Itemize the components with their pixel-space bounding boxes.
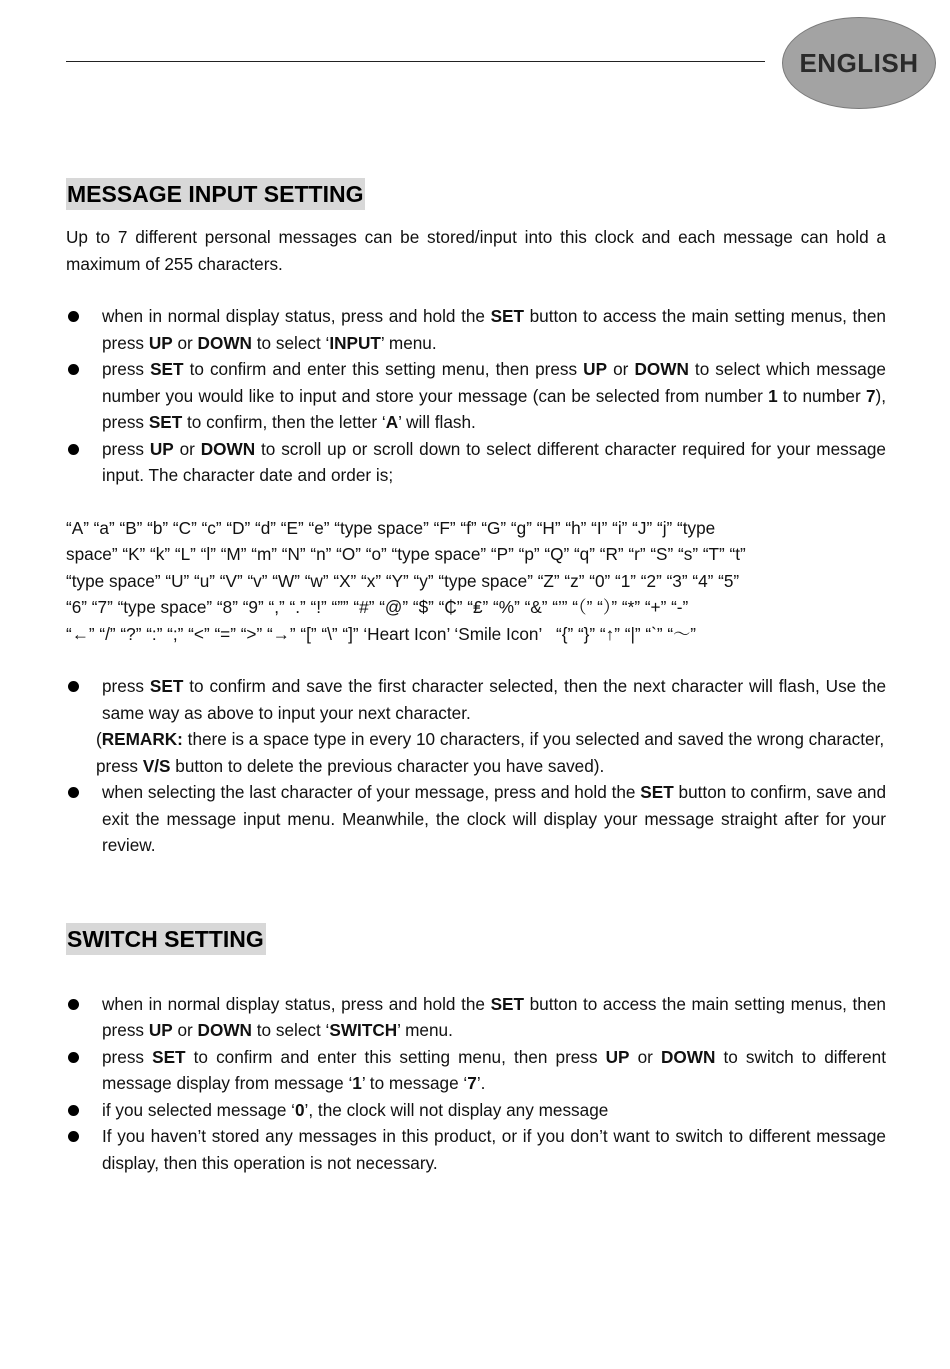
list-item	[66, 991, 886, 1044]
key-label: SET	[490, 993, 525, 1014]
key-label: SET	[640, 782, 674, 802]
remark-text: (	[96, 729, 102, 749]
key-label: UP	[148, 1020, 173, 1040]
character-line: space” “K” “k” “L” “l” “M” “m” “N” “n” “O” “o” “type space” “P” “p” “Q” “q” “R” “r” “S” “s” “T” “t”	[66, 544, 746, 564]
key-label: SET	[148, 412, 183, 432]
bullet-icon	[68, 1052, 79, 1063]
number-label: 1	[352, 1073, 362, 1093]
step-text: to number	[777, 385, 866, 406]
message-finish-steps	[66, 779, 886, 859]
intro-paragraph: Up to 7 different personal messages can be stored/input into this clock and each message can hold a maximum of 255 characters.	[66, 227, 886, 274]
message-input-steps	[66, 303, 886, 489]
key-label: UP	[148, 332, 173, 353]
message-save-steps	[66, 673, 886, 726]
step-text: press	[102, 359, 151, 379]
step-text: button to access the main setting menus, then press	[102, 993, 886, 1040]
bullet-icon	[68, 311, 79, 322]
remark-text: button to delete the previous character you have saved).	[170, 755, 605, 776]
key-label: DOWN	[197, 332, 252, 353]
step-text: press	[102, 438, 150, 459]
manual-content	[66, 178, 886, 1176]
step-text: ’ menu.	[397, 1020, 453, 1040]
key-label: DOWN	[200, 438, 256, 459]
character-line: “type space” “U” “u” “V” “v” “W” “w” “X” “x” “Y” “y” “type space” “Z” “z” “0” “1” “2” “3” “4” “5”	[66, 570, 740, 591]
header-rule	[66, 61, 765, 62]
step-text: press	[102, 1046, 153, 1067]
list-item	[66, 356, 886, 436]
character-line: “6” “7” “type space” “8” “9” “,” “.” “!” “”” “#” “@” “$” “₵” “₤” “%” “&” “’” “（” “）” “*” “+” “-”	[66, 597, 689, 617]
remark-text: there is a space type in every 10 characters, if you selected and saved the wrong character, press	[96, 729, 885, 776]
step-text: when in normal display status, press and hold the	[102, 306, 491, 326]
key-label: UP	[149, 438, 174, 459]
step-text: ’ menu.	[380, 332, 437, 353]
section-switch-heading-wrap	[66, 923, 886, 955]
step-text: button to confirm, save and exit the message input menu. Meanwhile, the clock will display your message straight after for your review.	[102, 782, 886, 855]
step-text: ’.	[476, 1073, 486, 1093]
bullet-icon	[68, 681, 79, 692]
bullet-icon	[68, 364, 79, 375]
key-label: DOWN	[661, 1046, 716, 1067]
number-label: 1	[768, 385, 778, 406]
key-label: UP	[583, 359, 608, 379]
step-text: if you selected message ‘	[102, 1099, 295, 1120]
step-text: or	[629, 1046, 661, 1067]
step-text: If you haven’t stored any messages in this product, or if you don’t want to switch to different message display, then this operation is not necessary.	[102, 1126, 886, 1173]
list-item	[66, 1097, 886, 1124]
list-item	[66, 436, 886, 489]
character-line: “A” “a” “B” “b” “C” “c” “D” “d” “E” “e” “type space” “F” “f” “G” “g” “H” “h” “I” “i” “J” “j” “type	[66, 517, 716, 538]
step-text: to select ‘	[251, 1020, 330, 1040]
section-heading-message-input: MESSAGE INPUT SETTING	[66, 178, 365, 210]
key-label: SET	[490, 306, 525, 326]
list-item	[66, 673, 886, 726]
step-text: to confirm and enter this setting menu, then press	[183, 359, 584, 379]
list-item	[66, 303, 886, 356]
language-badge-label: ENGLISH	[799, 47, 919, 78]
character-line: “←” “/” “?” “:” “;” “<” “=” “>” “→” “[” “\” “]” ‘Heart Icon’ ‘Smile Icon’ “{” “}” “↑” “|” “`” “～”	[66, 623, 697, 644]
step-text: when selecting the last character of your message, press and hold the	[102, 782, 641, 802]
switch-steps	[66, 991, 886, 1177]
section-message-input-heading-wrap	[66, 178, 886, 210]
number-label: 0	[294, 1099, 305, 1120]
step-text: ’ to message ‘	[361, 1073, 468, 1093]
step-text: or	[607, 359, 635, 379]
step-text: to select ‘	[251, 332, 330, 353]
step-text: press	[102, 676, 150, 696]
language-badge	[782, 17, 936, 109]
bullet-icon	[68, 1131, 79, 1142]
key-label: SET	[152, 1046, 186, 1067]
bullet-icon	[68, 999, 79, 1010]
step-text: to confirm and enter this setting menu, then press	[185, 1046, 606, 1067]
list-item	[66, 779, 886, 859]
key-label: SET	[150, 359, 184, 379]
key-label: DOWN	[634, 359, 689, 379]
section-heading-switch: SWITCH SETTING	[66, 923, 266, 955]
step-text: ’ will flash.	[398, 412, 476, 432]
step-text: button to access the main setting menus, then press	[102, 306, 886, 353]
bullet-icon	[68, 787, 79, 798]
step-text: to select which message number you would like to input and store your message (can be selected from number	[102, 359, 886, 406]
key-label: SET	[149, 676, 184, 696]
list-item	[66, 1123, 886, 1176]
step-text: when in normal display status, press and hold the	[102, 993, 491, 1014]
key-label: UP	[605, 1046, 630, 1067]
number-label: 7	[865, 385, 876, 406]
remark-note	[66, 726, 886, 779]
step-text: to switch to different message display from message ‘	[102, 1046, 886, 1093]
step-text: or	[173, 438, 201, 459]
bullet-icon	[68, 1105, 79, 1116]
key-label: DOWN	[197, 1020, 252, 1040]
step-text: to confirm, then the letter ‘	[182, 412, 386, 432]
menu-label: INPUT	[329, 332, 381, 353]
remark-label: REMARK:	[101, 729, 183, 749]
step-text: to scroll up or scroll down to select different character required for your message input. The character date and order is;	[102, 438, 886, 485]
character-order-list	[66, 515, 886, 648]
letter-label: A	[385, 412, 399, 432]
menu-label: SWITCH	[329, 1020, 398, 1040]
bullet-icon	[68, 444, 79, 455]
step-text: or	[172, 332, 198, 353]
step-text: ), press	[102, 385, 887, 432]
step-text: to confirm and save the first character selected, then the next character will flash, Use the same way as above to input your next character.	[102, 676, 887, 723]
number-label: 7	[467, 1073, 477, 1093]
list-item	[66, 1044, 886, 1097]
key-label: V/S	[142, 755, 171, 776]
step-text: or	[172, 1020, 198, 1040]
step-text: ’, the clock will not display any message	[304, 1099, 609, 1120]
